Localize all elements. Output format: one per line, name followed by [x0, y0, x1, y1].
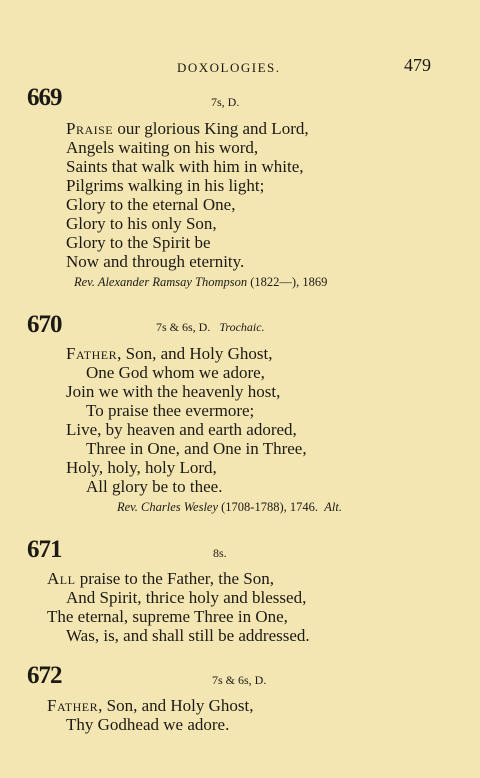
hymn-line: Glory to the Spirit be — [66, 233, 211, 252]
hymn-line: Glory to his only Son, — [66, 214, 217, 233]
hymn-line: Thy Godhead we adore. — [66, 715, 230, 734]
hymn-line: All glory be to thee. — [86, 477, 223, 496]
hymn-number: 672 — [27, 662, 62, 689]
hymn-meter: 8s. — [213, 546, 227, 560]
hymn-number: 669 — [27, 84, 62, 111]
running-header: DOXOLOGIES. — [177, 60, 281, 75]
hymn-line: Was, is, and shall still be addressed. — [66, 626, 310, 645]
hymn-attribution: Rev. Alexander Ramsay Thompson (1822—), 1869 — [74, 275, 328, 289]
hymn-line: And Spirit, thrice holy and blessed, — [66, 588, 307, 607]
hymn-line: Now and through eternity. — [66, 252, 245, 271]
hymn-number: 671 — [27, 536, 62, 563]
hymn-line: To praise thee evermore; — [86, 401, 255, 420]
hymn-first-line: All praise to the Father, the Son, — [47, 569, 274, 588]
hymn-meter: 7s & 6s, D. Trochaic. — [156, 320, 265, 334]
hymn-meter: 7s, D. — [211, 95, 240, 109]
hymn-line: Holy, holy, holy Lord, — [66, 458, 217, 477]
hymn-line: One God whom we adore, — [86, 363, 265, 382]
hymn-line: Three in One, and One in Three, — [86, 439, 307, 458]
hymn-meter: 7s & 6s, D. — [212, 673, 267, 687]
hymn-number: 670 — [27, 311, 62, 338]
hymn-first-line: Father, Son, and Holy Ghost, — [47, 696, 254, 715]
hymn-line: Join we with the heavenly host, — [66, 382, 281, 401]
hymn-line: Glory to the eternal One, — [66, 195, 236, 214]
page-number: 479 — [404, 55, 431, 75]
hymn-first-line: Father, Son, and Holy Ghost, — [66, 344, 273, 363]
hymn-line: Angels waiting on his word, — [66, 138, 259, 157]
hymn-line: Saints that walk with him in white, — [66, 157, 304, 176]
hymn-line: Live, by heaven and earth adored, — [66, 420, 297, 439]
hymn-first-line: Praise our glorious King and Lord, — [66, 119, 309, 138]
hymn-line: Pilgrims walking in his light; — [66, 176, 265, 195]
hymn-line: The eternal, supreme Three in One, — [47, 607, 288, 626]
hymn-attribution: Rev. Charles Wesley (1708-1788), 1746. Alt. — [117, 500, 342, 514]
